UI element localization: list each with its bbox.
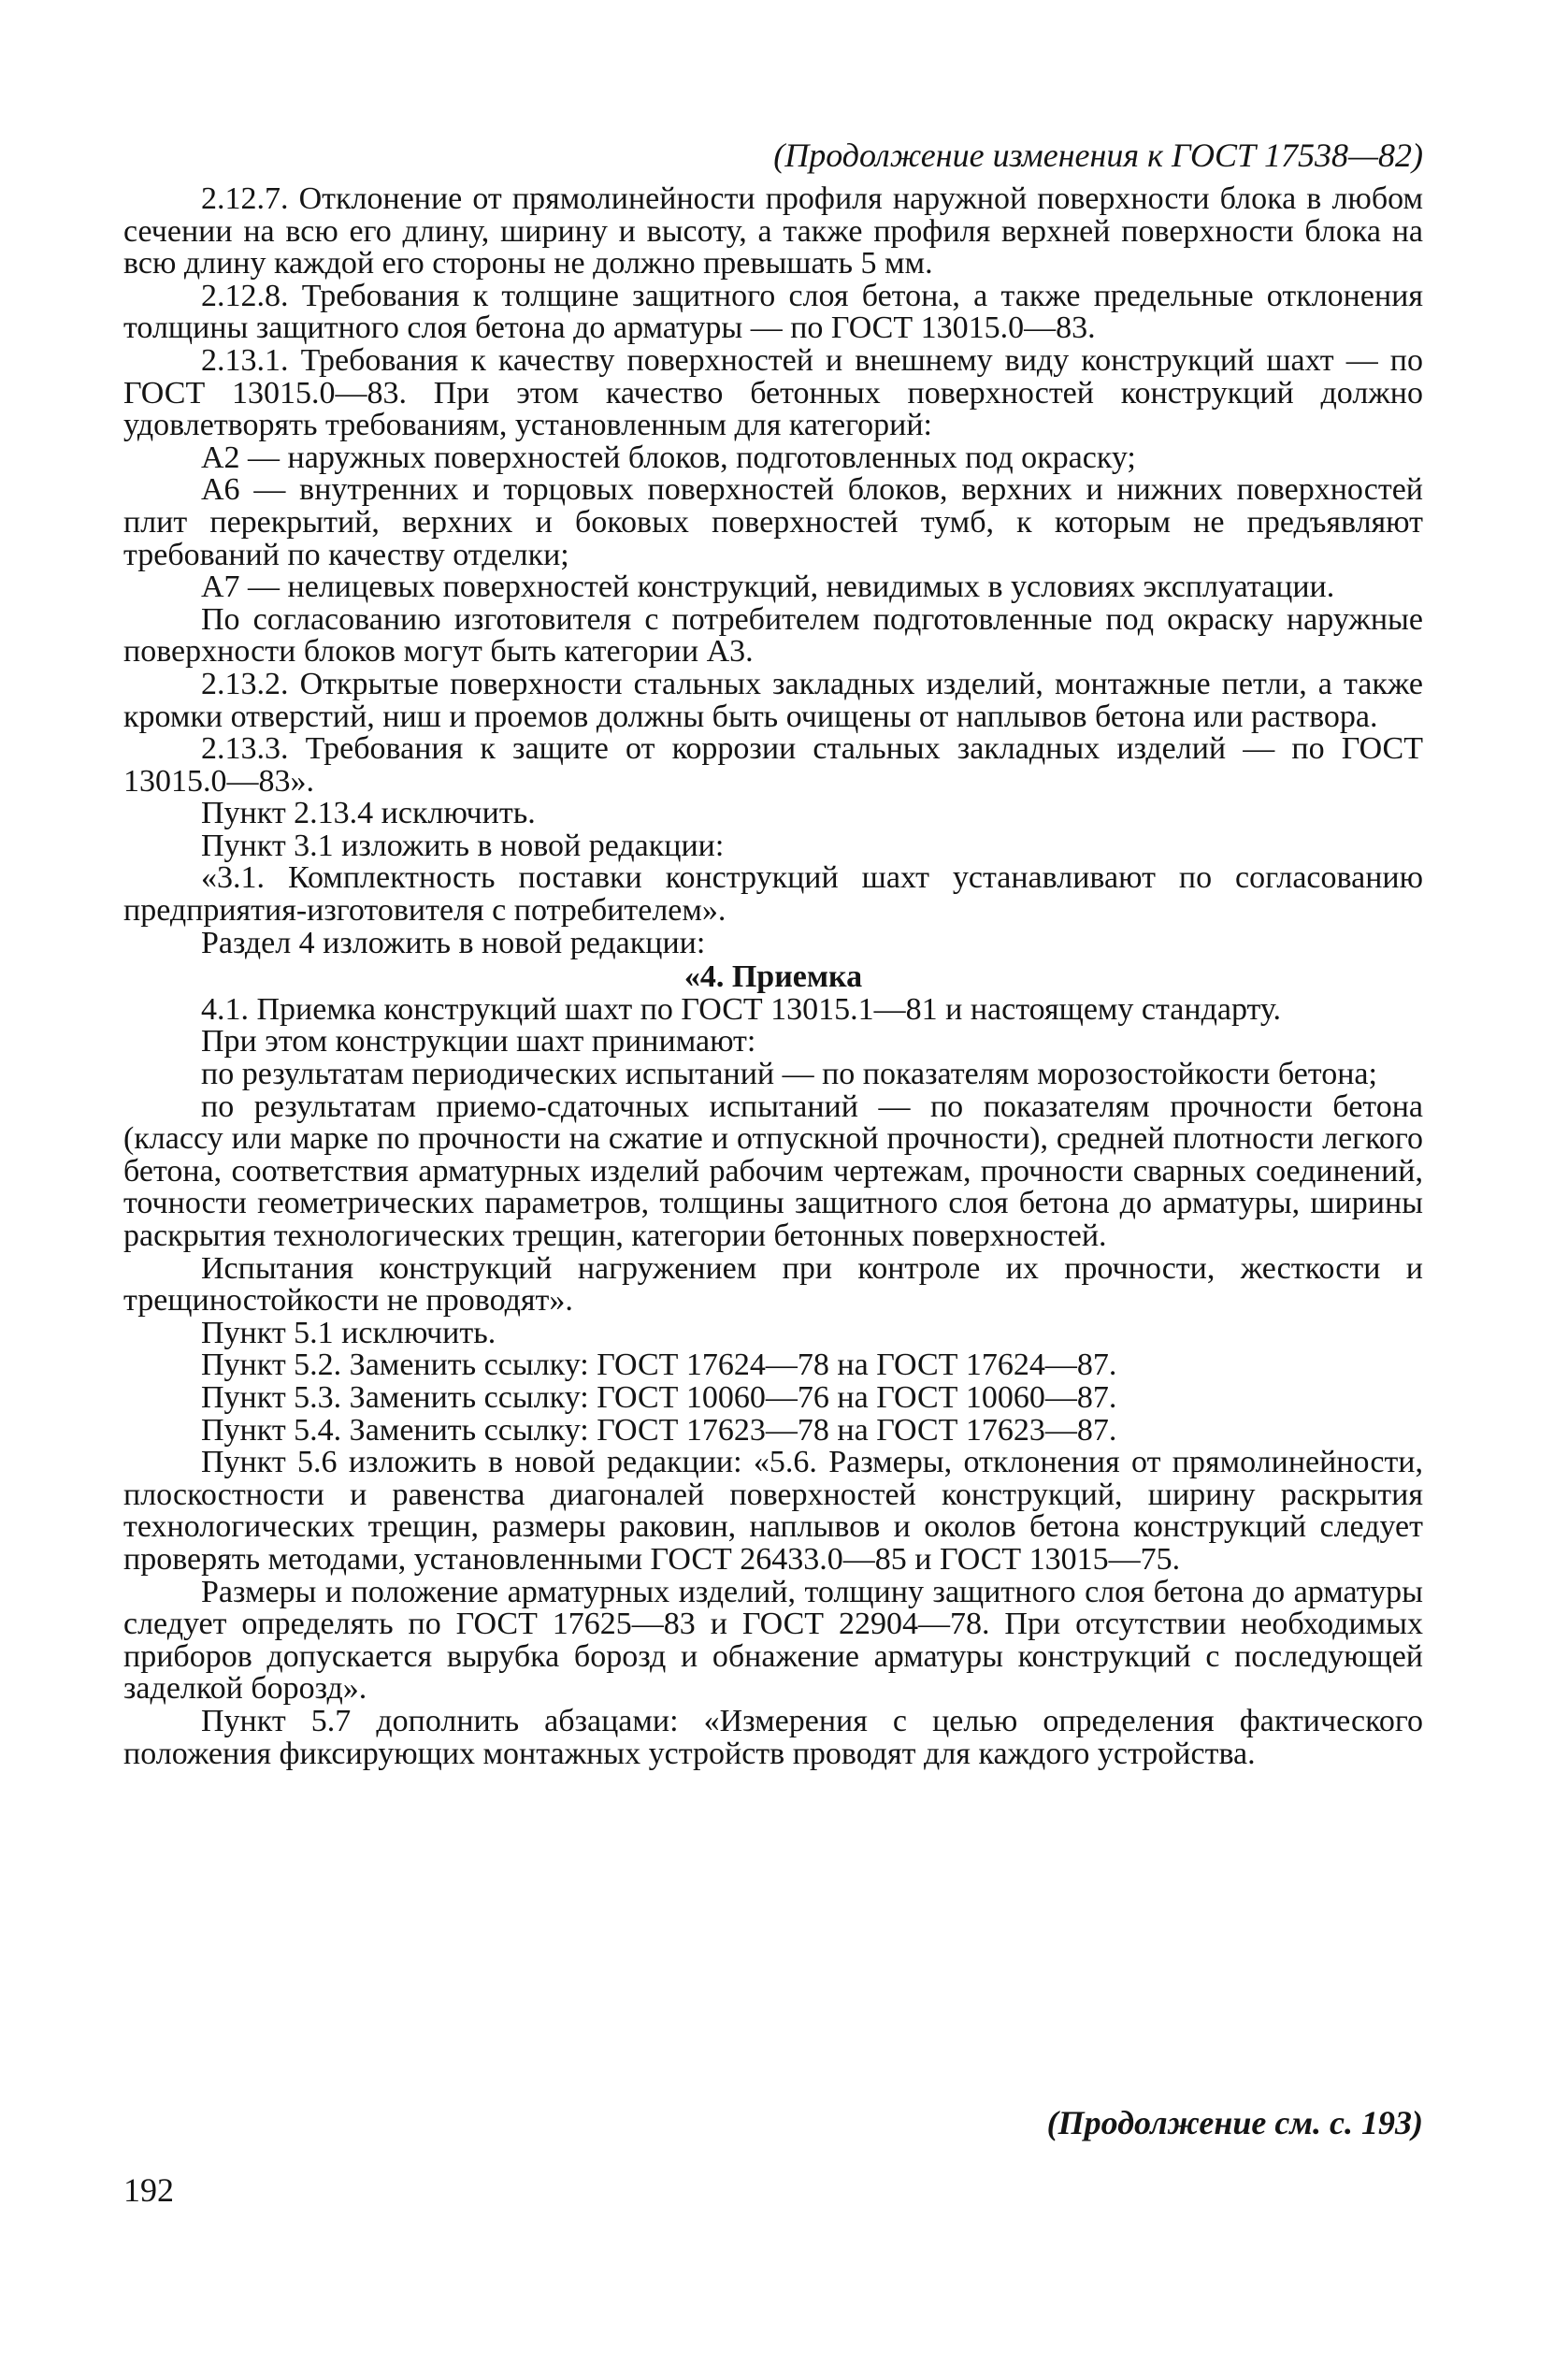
paragraph-5-3: Пункт 5.3. Заменить ссылку: ГОСТ 10060—76 на ГОСТ 10060—87. — [201, 1379, 1117, 1415]
paragraph-3-1: «3.1. Комплектность поставки конструкций шахт устанавливают по согласованию предприятия-изготовителя с потребителем». — [123, 860, 1423, 929]
paragraph-2-12-7: 2.12.7. Отклонение от прямолинейности профиля наружной поверхности блока в любом сечении на всю его длину, ширину и высоту, а также профиля верхней поверхности блока на всю длину каждой его стороны не должно превышать 5 мм. — [123, 181, 1423, 281]
paragraph-5-7: Пункт 5.7 дополнить абзацами: «Измерения с целью определения фактического положения фиксирующих монтажных устройств проводят для каждого устройства. — [123, 1703, 1423, 1771]
paragraph-category-a2: А2 — наружных поверхностей блоков, подготовленных под окраску; — [201, 440, 1136, 475]
paragraph-agreement-a3: По согласованию изготовителя с потребителем подготовленные под окраску наружные поверхности блоков могут быть категории А3. — [123, 601, 1423, 670]
section-4-heading: «4. Приемка — [683, 959, 863, 995]
paragraph-2-13-1: 2.13.1. Требования к качеству поверхностей и внешнему виду конструкций шахт — по ГОСТ 13015.0—83. При этом качество бетонных поверхностей конструкций должно удовлетворять требованиям, установленным для категорий: — [123, 342, 1423, 443]
document-body — [123, 183, 1423, 1770]
paragraph-5-2: Пункт 5.2. Заменить ссылку: ГОСТ 17624—78 на ГОСТ 17624—87. — [201, 1348, 1117, 1383]
running-header: (Продолжение изменения к ГОСТ 17538—82) — [773, 137, 1423, 174]
paragraph-3-1-new-edition: Пункт 3.1 изложить в новой редакции: — [201, 828, 725, 863]
paragraph-acceptance-tests: по результатам приемо-сдаточных испытаний — по показателям прочности бетона (классу или марке по прочности на сжатие и отпускной прочности), средней плотности легкого бетона, соответствия арматурных изделий рабочим чертежам, прочности сварных соединений, точности геометрических параметров, толщины защитного слоя бетона до арматуры, ширины раскрытия технологических трещин, категории бетонных поверхностей. — [123, 1088, 1423, 1253]
paragraph-acceptance-intro: При этом конструкции шахт принимают: — [201, 1024, 756, 1059]
paragraph-periodic-tests: по результатам периодических испытаний — по показателям морозостойкости бетона; — [201, 1057, 1377, 1092]
paragraph-reinforcement: Размеры и положение арматурных изделий, толщину защитного слоя бетона до арматуры следует определять по ГОСТ 17625—83 и ГОСТ 22904—78. При отсутствии необходимых приборов допускается вырубка борозд и обнажение арматуры конструкций с последующей заделкой борозд». — [123, 1574, 1423, 1707]
paragraph-2-13-2: 2.13.2. Открытые поверхности стальных закладных изделий, монтажные петли, а также кромки отверстий, ниш и проемов должны быть очищены от наплывов бетона или раствора. — [123, 666, 1423, 734]
paragraph-2-12-8: 2.12.8. Требования к толщине защитного слоя бетона, а также предельные отклонения толщины защитного слоя бетона до арматуры — по ГОСТ 13015.0—83. — [123, 278, 1423, 346]
paragraph-load-tests: Испытания конструкций нагружением при контроле их прочности, жесткости и трещиностойкости не проводят». — [123, 1250, 1423, 1319]
paragraph-5-6: Пункт 5.6 изложить в новой редакции: «5.6. Размеры, отклонения от прямолинейности, плоскостности и равенства диагоналей поверхностей конструкций, ширину раскрытия технологических трещин, размеры раковин, наплывов и околов бетона конструкций следует проверять методами, установленными ГОСТ 26433.0—85 и ГОСТ 13015—75. — [123, 1445, 1423, 1577]
paragraph-2-13-3: 2.13.3. Требования к защите от коррозии стальных закладных изделий — по ГОСТ 13015.0—83». — [123, 731, 1423, 799]
page-number: 192 — [123, 2171, 174, 2209]
paragraph-section-4-new-edition: Раздел 4 изложить в новой редакции: — [201, 925, 706, 960]
paragraph-2-13-4-exclude: Пункт 2.13.4 исключить. — [201, 796, 536, 831]
paragraph-category-a6: А6 — внутренних и торцовых поверхностей блоков, верхних и нижних поверхностей плит перекрытий, верхних и боковых поверхностей тумб, к которым не предъявляют требований по качеству отделки; — [123, 472, 1423, 572]
paragraph-category-a7: А7 — нелицевых поверхностей конструкций, невидимых в условиях эксплуатации. — [201, 569, 1335, 605]
continuation-note: (Продолжение см. с. 193) — [1046, 2104, 1423, 2141]
paragraph-4-1: 4.1. Приемка конструкций шахт по ГОСТ 13015.1—81 и настоящему стандарту. — [201, 991, 1282, 1027]
paragraph-5-4: Пункт 5.4. Заменить ссылку: ГОСТ 17623—78 на ГОСТ 17623—87. — [201, 1412, 1117, 1448]
paragraph-5-1-exclude: Пункт 5.1 исключить. — [201, 1315, 496, 1350]
